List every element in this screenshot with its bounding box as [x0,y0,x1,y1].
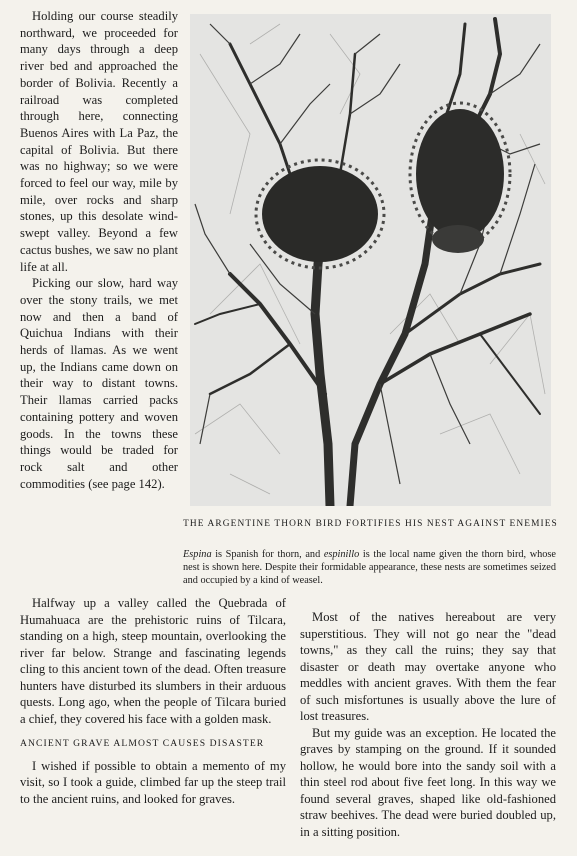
caption-text-1: is Spanish for thorn, and [211,549,324,560]
paragraph-memento: I wished if possible to obtain a memento of my visit, so I took a guide, climbed far up the steep trail to the ancient ruins, and looked for graves. [20,758,286,806]
tree-with-nests-illustration [190,14,551,506]
paragraph-picking: Picking our slow, hard way over the stony trails, we met now and then a band of Quichua Indians with their herds of llamas. As we went up, the Indians came down on their way to distant towns. Their llamas carried packs containing pottery and woven goods. In the towns these things would be traded for rock salt and other commodities (see page 142). [20,276,178,491]
right-text-column [300,609,556,840]
lower-left-column [20,595,286,807]
thorn-bird-nest-photo [190,14,551,506]
photo-caption-body [183,548,556,588]
paragraph-northward: Holding our course steadily northward, we proceeded for many days through a deep river bed and approached the border of Bolivia. Recently a railroad was completed through here, connecting Buenos Aires with La Paz, the capital of Bolivia. But there was no highway; so we were forced to feel our way, mile by mile, over rocks and sharp stones, up this desolate wind-swept valley. Beyond a few cactus bushes, we saw no plant life at all. [20,9,178,274]
caption-text-2: is the local name given the thorn bird, whose nest is shown here. Despite their formidable appearance, these nests are sometimes seized and occupied by a kind of weasel. [183,549,556,587]
paragraph-tilcara: Halfway up a valley called the Quebrada of Humahuaca are the prehistoric ruins of Tilcara, standing on a high, steep mountain, overlooking the river far below. Strange and fascinating legends cling to this ancient town of the dead. Often treasure hunters have disturbed its slumbers in their arduous quests. Long ago, when the people of Tilcara buried a chief, they covered his face with a golden mask. [20,596,286,726]
left-text-column [20,8,178,492]
section-heading: ANCIENT GRAVE ALMOST CAUSES DISASTER [20,738,265,749]
paragraph-guide: But my guide was an exception. He located the graves by stamping on the ground. If it sounded hollow, he would bore into the sandy soil with a thin steel rod about five feet long. In this way we found several graves, shaped like old-fashioned straw beehives. The dead were buried doubled up, in a sitting position. [300,725,556,839]
caption-term-espina: Espina [183,549,212,560]
photo-caption-title: THE ARGENTINE THORN BIRD FORTIFIES HIS NEST AGAINST ENEMIES [183,519,558,529]
caption-term-espinillo: espinillo [323,549,360,560]
paragraph-superstitious: Most of the natives hereabout are very superstitious. They will not go near the "dead towns," as they call the ruins; they say that disaster or death may overtake anyone who meddles with ancient graves. With them the fear of such misfortunes is usually above the lure of lost treasures. [300,610,556,723]
